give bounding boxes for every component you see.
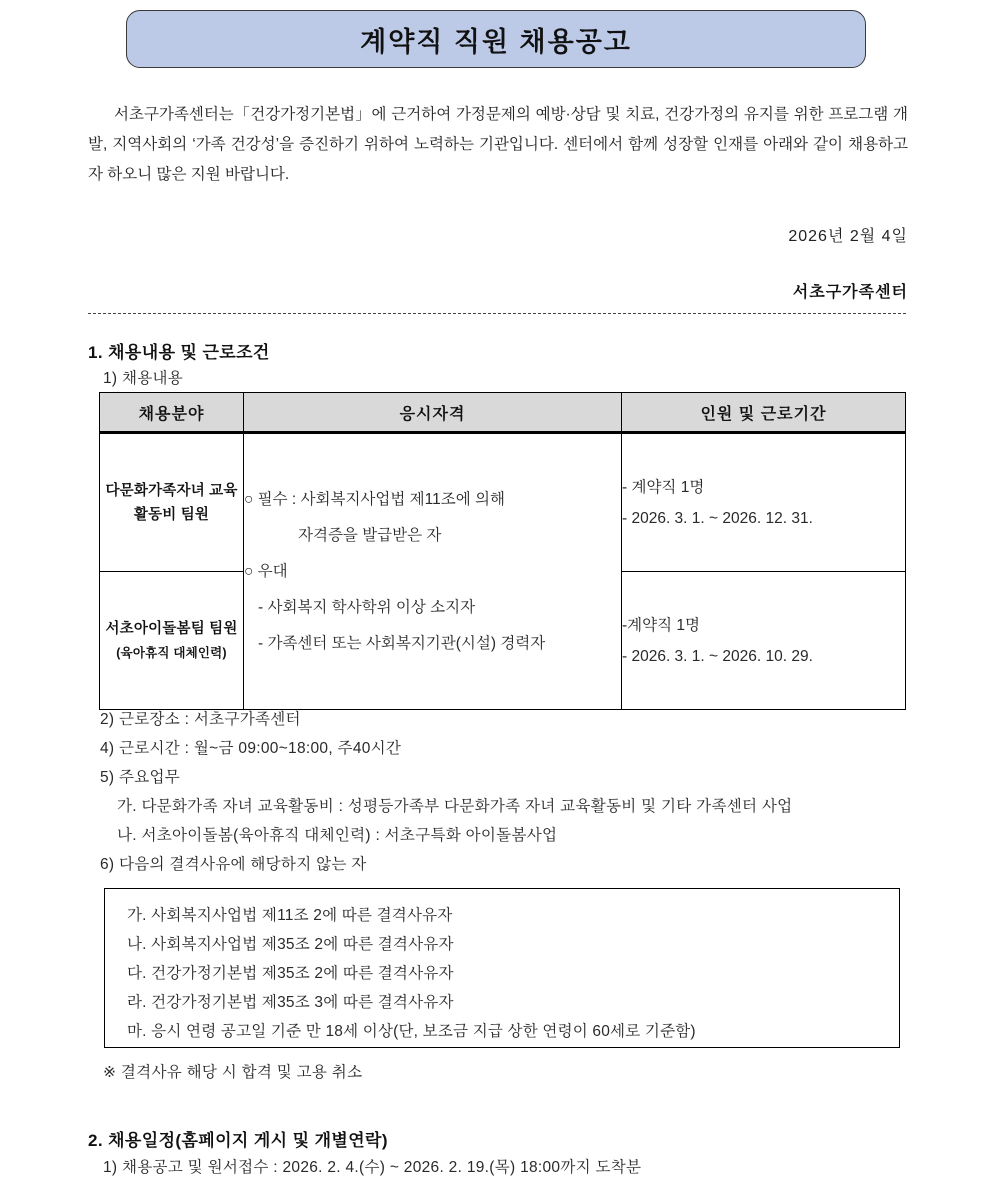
qualification-line-required-cont: 자격증을 발급받은 자: [298, 526, 442, 544]
cell-count-1: [622, 433, 906, 572]
cell-field-2: [100, 572, 244, 710]
column-header-count: 인원 및 근로기간: [622, 393, 906, 433]
disqualification-item-e: 마. 응시 연령 공고일 기준 만 18세 이상(단, 보조금 지급 상한 연령이 60세로 기준함): [127, 1023, 696, 1040]
field-note-2: (육아휴직 대체인력): [116, 645, 227, 660]
field-name-2: 서초아이돌봄팀 팀원: [105, 620, 238, 637]
recruitment-table: [99, 392, 906, 710]
disqualification-item-b: 나. 사회복지사업법 제35조 2에 따른 결격사유자: [127, 936, 454, 953]
cell-field-1: [100, 433, 244, 572]
disqualification-box: [104, 888, 900, 1048]
title-banner: [126, 10, 866, 68]
duty-item-a: 가. 다문화가족 자녀 교육활동비 : 성평등가족부 다문화가족 자녀 교육활동비 및 기타 가족센터 사업: [117, 798, 793, 815]
page-title: 계약직 직원 채용공고: [360, 26, 632, 57]
column-header-qualification: 응시자격: [244, 393, 622, 433]
section-2-heading: 2. 채용일정(홈페이지 게시 및 개별연락): [88, 1131, 388, 1150]
disqualification-label: 6) 다음의 결격사유에 해당하지 않는 자: [100, 856, 367, 873]
duty-item-b: 나. 서초아이돌봄(육아휴직 대체인력) : 서초구특화 아이돌봄사업: [117, 827, 558, 844]
schedule-item-1: 1) 채용공고 및 원서접수 : 2026. 2. 4.(수) ~ 2026. 2. 19.(목) 18:00까지 도착분: [103, 1159, 642, 1176]
disqualification-note: ※ 결격사유 해당 시 합격 및 고용 취소: [103, 1064, 363, 1081]
section-1-heading: 1. 채용내용 및 근로조건: [88, 343, 270, 362]
table-row: [100, 433, 906, 572]
announcement-date: 2026년 2월 4일: [788, 228, 908, 245]
main-duties-label: 5) 주요업무: [100, 769, 181, 786]
disqualification-item-c: 다. 건강가정기본법 제35조 2에 따른 결격사유자: [127, 965, 454, 982]
qualification-line-preferred-2: - 가족센터 또는 사회복지기관(시설) 경력자: [258, 634, 546, 652]
count-line-2b: - 2026. 3. 1. ~ 2026. 10. 29.: [622, 647, 813, 665]
count-line-1a: - 계약직 1명: [622, 478, 705, 496]
cell-count-2: [622, 572, 906, 710]
table-header-row: [100, 393, 906, 433]
disqualification-item-d: 라. 건강가정기본법 제35조 3에 따른 결격사유자: [127, 994, 454, 1011]
field-name-1: 다문화가족자녀 교육활동비 팀원: [105, 482, 238, 523]
dashed-divider: [88, 313, 906, 314]
organization-name: 서초구가족센터: [792, 284, 908, 301]
qualification-line-preferred-1: - 사회복지 학사학위 이상 소지자: [258, 598, 476, 616]
cell-qualifications: [244, 433, 622, 710]
column-header-field: 채용분야: [100, 393, 244, 433]
qualification-line-preferred: ○ 우대: [244, 562, 288, 580]
disqualification-item-a: 가. 사회복지사업법 제11조 2에 따른 결격사유자: [127, 907, 453, 924]
work-hours-line: 4) 근로시간 : 월~금 09:00~18:00, 주40시간: [100, 740, 402, 757]
section-1-subheading: 1) 채용내용: [103, 370, 184, 387]
count-line-1b: - 2026. 3. 1. ~ 2026. 12. 31.: [622, 509, 813, 527]
count-line-2a: -계약직 1명: [622, 616, 700, 634]
intro-paragraph: 서초구가족센터는「건강가정기본법」에 근거하여 가정문제의 예방·상담 및 치료, 건강가정의 유지를 위한 프로그램 개발, 지역사회의 ‘가족 건강성’을 증진하기 위하여 노력하는 기관입니다. 센터에서 함께 성장할 인재를 아래와 같이 채용하고자 하오니 많은 지원 바랍니다.: [88, 106, 908, 183]
qualification-line-required: ○ 필수 : 사회복지사업법 제11조에 의해: [244, 490, 505, 508]
work-place-line: 2) 근로장소 : 서초구가족센터: [100, 711, 301, 728]
